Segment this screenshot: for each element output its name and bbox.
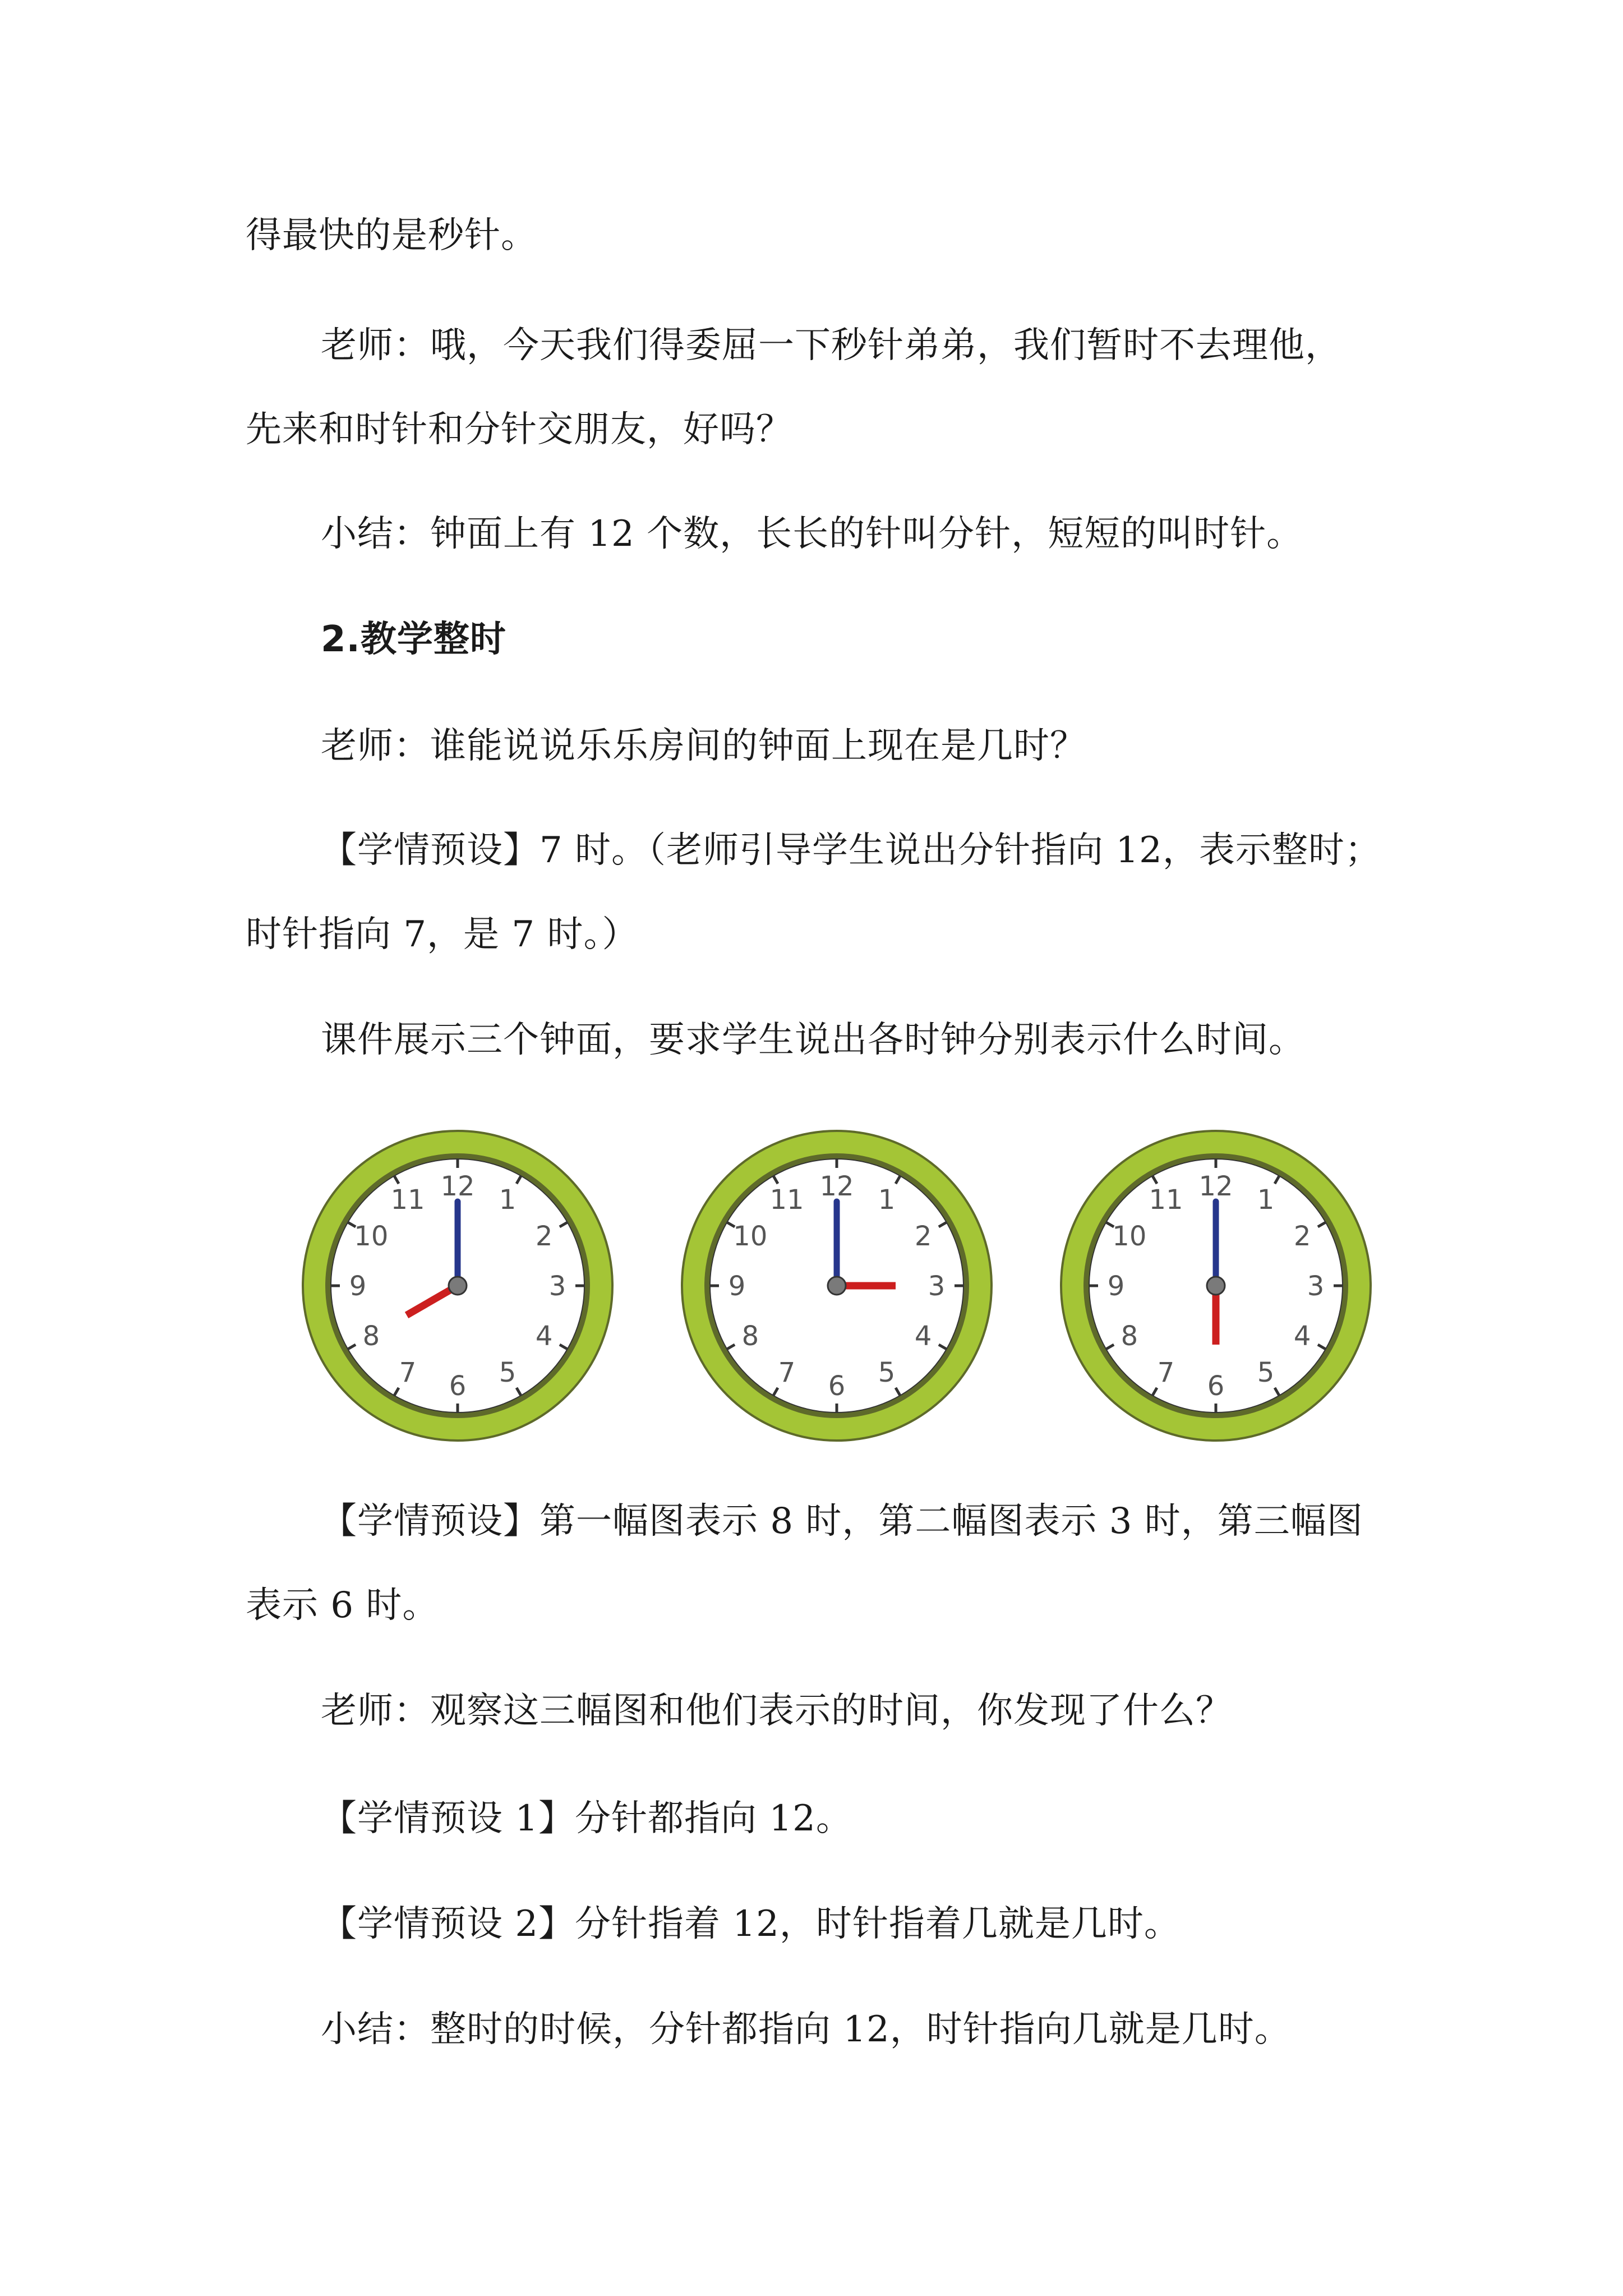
paragraph-line: 【学情预设】第一幅图表示 8 时，第二幅图表示 3 时，第三幅图 <box>321 1501 1363 1542</box>
clock-number: 7 <box>399 1357 417 1389</box>
clock-number: 9 <box>728 1271 746 1302</box>
paragraph-line: 【学情预设 2】分针指着 12，时针指着几就是几时。 <box>321 1903 1181 1945</box>
clock-number: 11 <box>1149 1184 1183 1216</box>
clock-number: 1 <box>878 1184 896 1216</box>
clock-number: 8 <box>741 1320 759 1352</box>
clock-hub <box>828 1277 846 1295</box>
clock-number: 4 <box>535 1320 553 1352</box>
clock-number: 10 <box>354 1221 389 1252</box>
clock-number: 12 <box>1198 1171 1233 1202</box>
clock-number: 11 <box>769 1184 804 1216</box>
paragraph-line: 【学情预设 1】分针都指向 12。 <box>321 1798 852 1839</box>
paragraph-line: 得最快的是秒针。 <box>246 215 537 256</box>
clock-number: 3 <box>928 1271 946 1302</box>
clock-number: 7 <box>778 1357 796 1389</box>
clock-hub <box>1207 1277 1225 1295</box>
paragraph-line: 表示 6 时。 <box>246 1585 439 1626</box>
clock-number: 3 <box>548 1271 566 1302</box>
clock-number: 7 <box>1157 1357 1175 1389</box>
clock-number: 5 <box>499 1357 517 1389</box>
clock-number: 6 <box>1207 1370 1225 1402</box>
clock-number: 1 <box>499 1184 517 1216</box>
paragraph-line: 小结：钟面上有 12 个数，长长的针叫分针，短短的叫时针。 <box>321 513 1303 555</box>
clock-svg <box>679 1128 995 1444</box>
clock-number: 8 <box>1121 1320 1138 1352</box>
paragraph-line: 小结：整时的时候，分针都指向 12，时针指向几就是几时。 <box>321 2009 1291 2050</box>
clock-number: 1 <box>1257 1184 1275 1216</box>
paragraph-line: 老师：谁能说说乐乐房间的钟面上现在是几时？ <box>321 725 1086 767</box>
clock-number: 5 <box>1257 1357 1275 1389</box>
paragraph-line: 课件展示三个钟面，要求学生说出各时钟分别表示什么时间。 <box>321 1019 1305 1061</box>
clock-number: 6 <box>828 1370 846 1402</box>
section-heading: 2.教学整时 <box>321 619 506 660</box>
clock-number: 2 <box>535 1221 553 1252</box>
clock-number: 9 <box>1107 1271 1125 1302</box>
clock-face-3 <box>1058 1128 1374 1444</box>
paragraph-line: 老师：哦，今天我们得委屈一下秒针弟弟，我们暂时不去理他， <box>321 325 1341 366</box>
paragraph-line: 时针指向 7，是 7 时。） <box>246 914 639 955</box>
paragraph-line: 【学情预设】7 时。（老师引导学生说出分针指向 12，表示整时； <box>321 830 1381 871</box>
clock-number: 4 <box>1293 1320 1311 1352</box>
clock-number: 8 <box>362 1320 380 1352</box>
clock-number: 10 <box>1112 1221 1147 1252</box>
clock-svg <box>1058 1128 1374 1444</box>
clock-number: 2 <box>914 1221 932 1252</box>
clock-svg <box>299 1128 616 1444</box>
clock-number: 12 <box>440 1171 475 1202</box>
clock-number: 5 <box>878 1357 896 1389</box>
clock-number: 3 <box>1307 1271 1325 1302</box>
clock-face-2 <box>679 1128 995 1444</box>
clock-number: 9 <box>349 1271 367 1302</box>
paragraph-line: 老师：观察这三幅图和他们表示的时间，你发现了什么？ <box>321 1690 1232 1732</box>
clock-number: 11 <box>390 1184 425 1216</box>
paragraph-line: 先来和时针和分针交朋友，好吗？ <box>246 409 792 450</box>
clock-hub <box>449 1277 467 1295</box>
clock-number: 4 <box>914 1320 932 1352</box>
clock-number: 10 <box>733 1221 768 1252</box>
clock-face-1 <box>299 1128 616 1444</box>
clock-number: 6 <box>449 1370 467 1402</box>
clock-number: 2 <box>1293 1221 1311 1252</box>
clock-number: 12 <box>819 1171 854 1202</box>
